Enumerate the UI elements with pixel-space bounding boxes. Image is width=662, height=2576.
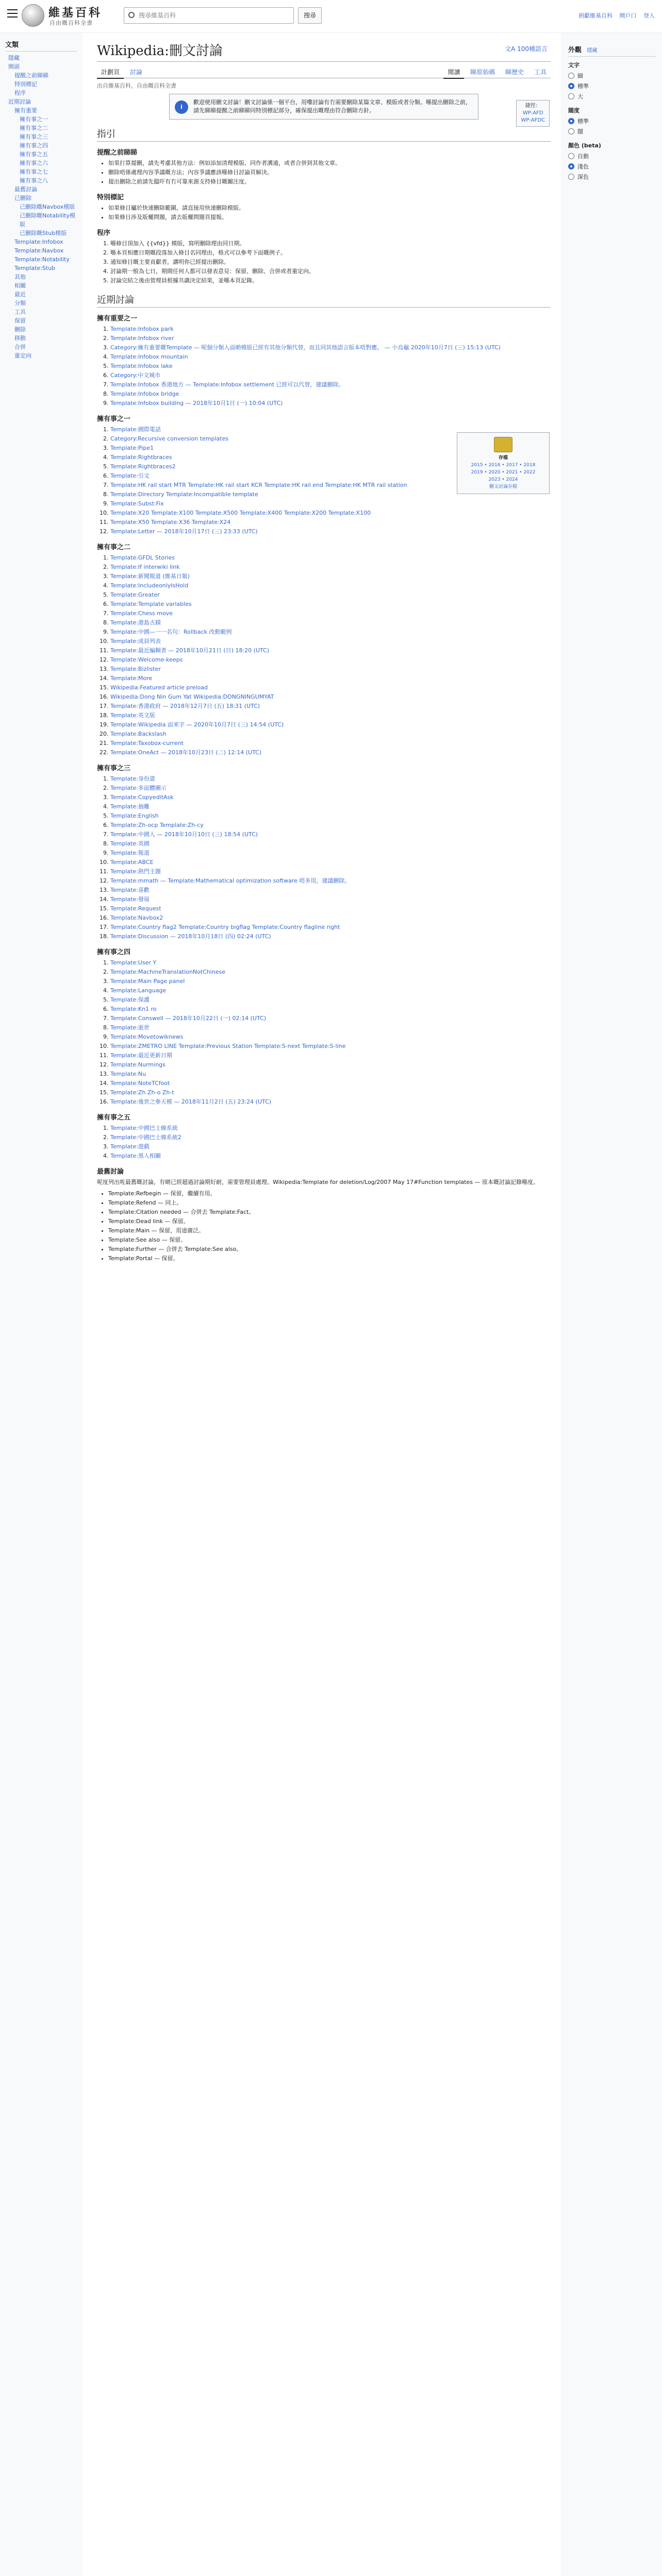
toc-item[interactable]: 擁有事之六	[20, 160, 48, 166]
toc-item[interactable]: 已刪除嘅Stub模版	[20, 230, 67, 236]
discussion-item	[110, 692, 551, 702]
discussion-list	[97, 774, 551, 941]
discussion-item	[110, 628, 551, 637]
radio-icon	[568, 73, 574, 79]
oldest-item: • Template:Citation needed — 合併去 Template:Fact。	[108, 1208, 551, 1217]
discussion-item	[110, 509, 551, 518]
section-heading-oldest	[97, 1166, 551, 1176]
discussion-item	[110, 958, 551, 968]
toc-item[interactable]: 開頭	[8, 63, 20, 70]
discussion-link[interactable]: Template:Infobox building — 2018年10月1日 (一) 10:04 (UTC)	[110, 400, 283, 406]
discussion-link[interactable]: Template:Taxobox-current	[110, 740, 184, 747]
discussion-item	[110, 793, 551, 802]
discussion-link[interactable]: Template:抽離	[110, 803, 150, 810]
toc-item[interactable]: 工具	[14, 309, 26, 315]
discussion-link[interactable]: Template:Rightbraces	[110, 454, 172, 461]
discussion-link[interactable]: Category:中文城市	[110, 372, 161, 379]
discussion-link[interactable]: Template:Nurmings	[110, 1061, 166, 1068]
discussion-item	[110, 802, 551, 811]
oldest-list	[97, 1189, 551, 1263]
discussion-link[interactable]: Template:Directory Template:Incompatible template	[110, 491, 258, 498]
discussion-link[interactable]: Template:Template variables	[110, 601, 192, 607]
toc-item[interactable]: 其他	[14, 274, 26, 280]
discussion-link[interactable]: Template:Navbox2	[110, 914, 163, 921]
discussion-link[interactable]: Template:CopyeditAsk	[110, 794, 174, 801]
appearance-sidebar	[561, 33, 662, 497]
discussion-link[interactable]: Template:Wikipedia 面來字 — 2020年10月7日 (三) 14:54 (UTC)	[110, 721, 284, 728]
text-size-label: 文字	[568, 62, 580, 69]
shortcut-link[interactable]: WP:AFDC	[521, 117, 545, 123]
discussion-link[interactable]: Template:MachineTranslationNotChinese	[110, 969, 226, 975]
page-tabs	[97, 66, 551, 78]
marks-item: • 如果條目涉及版權問題，請去版權問題頁提報。	[108, 213, 551, 222]
discussion-link[interactable]: Template:Bizlister	[110, 666, 161, 672]
discussion-link[interactable]: Template:Zh-ocp Template:Zh-cy	[110, 822, 204, 828]
donate-link[interactable]: 捐獻維基百科	[578, 12, 613, 19]
oldest-item: • Template:Dead link — 保留。	[108, 1217, 551, 1226]
discussion-link[interactable]: Template:Infobox bridge	[110, 391, 179, 397]
search-icon	[128, 12, 135, 18]
reminder-item: • 如果打算提刪，請先考慮其他方法：例如添加清理模版、同作者溝通，或者合併到其他文章。	[108, 159, 551, 168]
toc-title: 文類	[5, 39, 77, 52]
discussion-link[interactable]: Template:Nu	[110, 1071, 146, 1077]
notice-text: 歡迎使用刪文討論！刪文討論係一個平台，用嚟討論有冇需要刪除某篇文章、模版或者分類。喺提出刪除之前，請先睇睇提醒之前睇睇同特別標記部分，確保提出嘅理由符合刪除方針。	[193, 99, 471, 114]
discussion-item	[110, 1142, 551, 1151]
width-label: 闊度	[568, 107, 580, 114]
discussion-link[interactable]: Template:If interwiki link	[110, 564, 180, 570]
page-title-text: Wikipedia:刪文討論	[97, 43, 223, 59]
toc-sidebar	[0, 33, 82, 940]
logo-subtitle: 自由嘅百科全書	[49, 20, 93, 26]
radio-icon	[568, 163, 574, 170]
tab-history[interactable]: 睇歷史	[505, 69, 524, 76]
discussion-item	[110, 923, 551, 932]
discussion-link[interactable]: Template:Backslash	[110, 731, 167, 737]
discussion-item	[110, 876, 551, 886]
toc-item[interactable]: 特別標記	[14, 81, 37, 88]
reminder-list	[97, 159, 551, 187]
procedure-step: 1. 喺條目頂加入 {{vfd}} 模版，寫明刪除理由同日期。	[110, 239, 551, 248]
discussion-item	[110, 362, 551, 371]
discussion-item	[110, 665, 551, 674]
discussion-link[interactable]: Template:Letter — 2018年10月17日 (三) 23:33 (UTC)	[110, 528, 258, 535]
toc-item[interactable]: 保留	[14, 317, 26, 324]
discussion-link[interactable]: Template:發展	[110, 896, 150, 903]
discussion-link[interactable]: Template:NoteTCfoot	[110, 1080, 170, 1087]
discussion-link[interactable]: Template:X50 Template:X36 Template:X24	[110, 519, 231, 526]
toc-item[interactable]: 最舊討論	[14, 186, 37, 193]
discussion-link[interactable]: Template:Chess move	[110, 610, 173, 617]
discussion-link[interactable]: Template:Main Page panel	[110, 978, 185, 985]
section-title: 近期討論	[97, 295, 134, 306]
section-title: 程序	[97, 229, 111, 237]
oldest-item: • Template:See also — 保留。	[108, 1235, 551, 1245]
color-option[interactable]: 自動	[568, 151, 656, 162]
language-button[interactable]: 文A 100種語言	[505, 45, 548, 53]
text-size-option[interactable]: 大	[568, 92, 656, 102]
section-title: 最舊討論	[97, 1168, 124, 1176]
toc-item[interactable]: 重定向	[14, 352, 31, 359]
from-line: 出自維基百科，自由嘅百科全書	[97, 82, 176, 89]
logo-title: 維基百科	[48, 6, 103, 20]
section-title: 特別標記	[97, 194, 124, 201]
create-account-link[interactable]: 開戶口	[619, 12, 637, 19]
tab-tools[interactable]: 工具	[534, 69, 547, 76]
discussion-link[interactable]: Template:GFDL Stories	[110, 554, 175, 561]
toc-list	[5, 54, 77, 360]
discussion-link[interactable]: Template:後世之參天模 — 2018年11月2日 (五) 23:24 (UTC)	[110, 1098, 272, 1105]
discussion-link[interactable]: Template:User Y	[110, 959, 157, 966]
discussion-item	[110, 683, 551, 692]
discussion-item	[110, 1151, 551, 1161]
discussion-item	[110, 1014, 551, 1023]
discussion-link[interactable]: Template:逝世	[110, 1024, 150, 1031]
discussion-link[interactable]: Template:ZMETRO LINE Template:Previous Station Template:S-next Template:S-line	[110, 1043, 346, 1049]
discussion-link[interactable]: Template:熱門主題	[110, 868, 161, 875]
discussion-link[interactable]: Template:HK rail start MTR Template:HK rail start KCR Template:HK rail end Template:HK MTR rail station	[110, 482, 407, 488]
discussion-group-heading: 擁有事之二	[97, 544, 131, 551]
reminder-item: • 刪除唔係處理內容爭議嘅方法；內容爭議應該喺條目討論頁解決。	[108, 168, 551, 177]
toc-item[interactable]: Template:Stub	[14, 265, 56, 272]
procedure-list	[97, 239, 551, 285]
color-option[interactable]: 淺色	[568, 162, 656, 172]
color-option[interactable]: 深色	[568, 172, 656, 182]
discussion-link[interactable]: Template:身份證	[110, 775, 155, 782]
discussion-list	[97, 553, 551, 757]
tab-talk[interactable]: 討論	[129, 69, 142, 76]
discussion-group-heading: 擁有事之四	[97, 948, 131, 956]
search-input[interactable]	[139, 11, 288, 20]
discussion-list	[97, 1124, 551, 1161]
discussion-link[interactable]: Template:Infobox lake	[110, 363, 173, 369]
toc-item[interactable]: 合併	[14, 344, 26, 350]
discussion-link[interactable]: Template:成員列表	[110, 638, 161, 645]
radio-icon	[568, 118, 574, 124]
discussion-link[interactable]: Template:Movetowiknews	[110, 1033, 184, 1040]
toc-item[interactable]: 擁有重要	[14, 107, 37, 114]
discussion-link[interactable]: Template:報道	[110, 850, 150, 856]
discussion-link[interactable]: Template:中國—一一名句：Rollback 改動範例	[110, 629, 232, 635]
discussion-link[interactable]: Template:IncludeonlyIsHold	[110, 582, 189, 589]
discussion-item	[110, 730, 551, 739]
discussion-item	[110, 784, 551, 793]
radio-icon	[568, 153, 574, 159]
discussion-item	[110, 968, 551, 977]
section-heading-marks	[97, 192, 551, 201]
discussion-item	[110, 821, 551, 830]
procedure-step: 2. 喺本頁相應日期嘅段落加入條目名同理由，格式可以參考下面嘅例子。	[110, 248, 551, 258]
discussion-link[interactable]: Template:More	[110, 675, 153, 682]
toc-item[interactable]: 擁有事之五	[20, 151, 48, 158]
width-option[interactable]: 標準	[568, 116, 656, 127]
toc-item[interactable]: 提醒之前睇睇	[14, 72, 48, 79]
toc-item[interactable]: 擁有事之一	[20, 116, 48, 123]
discussion-item	[110, 609, 551, 618]
oldest-item: • Template:Portal — 保留。	[108, 1254, 551, 1263]
discussion-link[interactable]: Template:Pipe1	[110, 445, 154, 451]
discussion-link[interactable]: Template:Country flag2 Template:Country bigflag Template:Country flagline right	[110, 924, 340, 930]
discussion-link[interactable]: Template:OneAct — 2018年10月23日 (二) 12:14 (UTC)	[110, 749, 262, 756]
discussion-link[interactable]: Template:英文版	[110, 712, 155, 719]
discussion-item	[110, 977, 551, 986]
discussion-link[interactable]: Wikipedia:Dong Nin Gum Yat Wikipedia:DONGNINGUMYAT	[110, 693, 274, 700]
personal-tools	[573, 11, 655, 20]
oldest-item: • Template:Further — 合併去 Template:See also。	[108, 1245, 551, 1254]
discussion-link[interactable]: Template:中國巴士線系統	[110, 1125, 178, 1131]
discussion-link[interactable]: Template:Request	[110, 905, 161, 912]
radio-icon	[568, 83, 574, 89]
discussion-item	[110, 646, 551, 655]
toc-item[interactable]: 刪除	[14, 326, 26, 333]
discussion-item	[110, 739, 551, 748]
discussion-link[interactable]: Template:Kn1 ro	[110, 1006, 157, 1012]
discussion-link[interactable]: Template:港島古蹟	[110, 619, 161, 626]
section-heading-guide	[97, 127, 551, 142]
discussion-item	[110, 499, 551, 509]
discussion-item	[110, 1124, 551, 1133]
discussion-item	[110, 811, 551, 821]
discussion-item	[110, 858, 551, 867]
archive-years[interactable]: 2023 • 2024	[488, 477, 518, 482]
page-title	[97, 40, 551, 62]
text-size-option[interactable]: 標準	[568, 81, 656, 92]
discussion-link[interactable]: Template:Infobox mountain	[110, 353, 188, 360]
discussion-link[interactable]: Template:中國人 — 2018年10月10日 (三) 18:54 (UTC)	[110, 831, 258, 838]
appearance-title: 外觀 隱藏	[568, 44, 656, 57]
discussion-item	[110, 655, 551, 665]
discussion-link[interactable]: Template:喜歡	[110, 887, 150, 893]
discussion-item	[110, 618, 551, 628]
archive-navbox	[457, 432, 550, 494]
discussion-link[interactable]: Template:黑人相關	[110, 1153, 161, 1159]
oldest-item: • Template:Refbegin — 保留，繼續有用。	[108, 1189, 551, 1198]
discussion-item	[110, 334, 551, 343]
discussion-link[interactable]: Template:Subst:Fix	[110, 500, 164, 507]
discussion-link[interactable]: Template:Greater	[110, 591, 160, 598]
discussion-link[interactable]: Template:國際電話	[110, 426, 161, 433]
discussion-item	[110, 720, 551, 730]
discussion-link[interactable]: Template:English	[110, 812, 159, 819]
toc-item[interactable]: 分類	[14, 300, 26, 307]
toc-item[interactable]: 已刪除嘅Notability模版	[20, 212, 75, 228]
section-heading-recent	[97, 293, 551, 308]
archive-link[interactable]: 刪文討論存檔	[489, 484, 517, 489]
discussion-item	[110, 867, 551, 876]
site-header	[0, 0, 662, 33]
discussion-item	[110, 518, 551, 527]
shortcut-link[interactable]: WP:AFD	[522, 110, 543, 116]
discussion-link[interactable]: Template:Infobox 香港地方 — Template:Infobox settlement 已經可以代替，建議刪除。	[110, 381, 344, 388]
toc-item[interactable]: Template:Notability	[14, 256, 70, 263]
discussion-link[interactable]: Template:遊戲	[110, 1143, 150, 1150]
toc-item[interactable]: 已刪除	[14, 195, 31, 201]
discussion-item	[110, 839, 551, 849]
archive-icon	[494, 437, 512, 452]
discussion-item	[110, 389, 551, 399]
discussion-link[interactable]: Template:ABCE	[110, 859, 154, 866]
discussion-item	[110, 904, 551, 913]
discussion-item	[110, 886, 551, 895]
search-box	[124, 7, 294, 24]
toc-item[interactable]: 已刪除嘅Navbox模版	[20, 204, 75, 210]
discussion-item	[110, 932, 551, 941]
discussion-item	[110, 1133, 551, 1142]
discussion-link[interactable]: Template:Language	[110, 987, 167, 994]
toc-item[interactable]: 隱藏	[8, 55, 20, 61]
discussion-item	[110, 1051, 551, 1060]
discussion-item	[110, 995, 551, 1005]
discussion-link[interactable]: Template:X20 Template:X100 Template:X500 Template:X400 Template:X200 Template:X100	[110, 510, 371, 516]
discussion-item	[110, 553, 551, 563]
toc-item[interactable]: 擁有事之三	[20, 133, 48, 140]
discussion-item	[110, 600, 551, 609]
discussion-link[interactable]: Template:Infobox river	[110, 335, 174, 342]
text-size-option[interactable]: 細	[568, 71, 656, 81]
discussion-link[interactable]: Template:Welcome-keeps	[110, 656, 183, 663]
discussion-item	[110, 380, 551, 389]
oldest-paragraph: 呢度列出咗最舊嘅討論，有啲已經超過討論期好耐，需要管理員處理。Wikipedia:Template for deletion/Log/2007 May 17#Function templates — 原本嘅討論記錄喺度。	[97, 1179, 539, 1185]
discussion-item	[110, 637, 551, 646]
shortcut-box	[516, 100, 550, 127]
discussion-item	[110, 674, 551, 683]
width-option[interactable]: 闊	[568, 127, 656, 137]
discussion-link[interactable]: Template:保護	[110, 996, 150, 1003]
main-menu-icon[interactable]	[7, 9, 18, 18]
discussion-item	[110, 527, 551, 536]
discussion-item	[110, 1023, 551, 1032]
discussion-item	[110, 986, 551, 995]
discussion-list	[97, 958, 551, 1107]
tab-read[interactable]: 閱讀	[443, 66, 464, 79]
discussion-list	[97, 325, 551, 408]
discussion-link[interactable]: Template:英國	[110, 840, 150, 847]
discussion-item	[110, 352, 551, 362]
main-content	[82, 33, 561, 2576]
info-icon: i	[175, 100, 188, 114]
procedure-step: 5. 討論完結之後由管理員根據共識決定結果，並喺本頁記錄。	[110, 276, 551, 285]
discussion-item	[110, 1088, 551, 1097]
toc-item[interactable]: 擁有事之八	[20, 177, 48, 184]
discussion-item	[110, 581, 551, 590]
discussion-link[interactable]: Template:多面體圖示	[110, 785, 167, 791]
discussion-link[interactable]: Template:引文	[110, 472, 150, 479]
discussion-item	[110, 1079, 551, 1088]
toc-item[interactable]: 相關	[14, 282, 26, 289]
toc-item[interactable]: 程序	[14, 90, 26, 96]
discussion-item	[110, 590, 551, 600]
archive-title: 存檔	[498, 455, 508, 461]
color-label: 顏色 (beta)	[568, 142, 601, 149]
toc-item[interactable]: 擁有事之七	[20, 168, 48, 175]
discussion-item	[110, 830, 551, 839]
radio-icon	[568, 128, 574, 134]
discussion-link[interactable]: Category:擁有重要嘅Template — 呢個分類入面啲模版已經有其他分類代替，而且同其他語言版本唔對應。 — 小烏龜 2020年10月7日 (三) 15:13 (UTC)	[110, 344, 501, 351]
discussion-link[interactable]: Template:Rightbraces2	[110, 463, 176, 470]
discussion-group-heading: 擁有重要之一	[97, 315, 138, 323]
discussion-item	[110, 325, 551, 334]
procedure-step: 3. 通知條目嘅主要貢獻者，講明你已經提出刪除。	[110, 258, 551, 267]
discussion-link[interactable]: Template:中國巴士線系統2	[110, 1134, 181, 1141]
radio-icon	[568, 93, 574, 99]
discussion-item	[110, 748, 551, 757]
section-title: 提醒之前睇睇	[97, 149, 138, 157]
discussion-link[interactable]: Template:最近更新日期	[110, 1052, 172, 1059]
reminder-item: • 提出刪除之前請先搵吓有冇可靠來源支持條目嘅關注度。	[108, 177, 551, 187]
wikipedia-logo[interactable]	[22, 4, 44, 27]
intro-notice	[169, 94, 478, 120]
radio-icon	[568, 174, 574, 180]
discussion-item	[110, 343, 551, 352]
tab-view-source[interactable]: 睇原始碼	[470, 69, 495, 76]
discussion-item	[110, 913, 551, 923]
procedure-step: 4. 討論期一般為七日，期間任何人都可以發表意見：保留、刪除、合併或者重定向。	[110, 267, 551, 276]
discussion-item	[110, 895, 551, 904]
discussion-item	[110, 371, 551, 380]
discussion-item	[110, 711, 551, 720]
discussion-item	[110, 399, 551, 408]
marks-list	[97, 204, 551, 222]
discussion-item	[110, 774, 551, 784]
discussion-link[interactable]: Template:Conswell — 2018年10月22日 (一) 02:14 (UTC)	[110, 1015, 267, 1022]
discussion-group-heading: 擁有事之三	[97, 765, 131, 772]
archive-years[interactable]: 2015 • 2016 • 2017 • 2018	[471, 463, 536, 468]
discussion-link[interactable]: Template:Infobox park	[110, 326, 174, 332]
section-heading-procedure	[97, 227, 551, 237]
discussion-item	[110, 1005, 551, 1014]
section-title: 指引	[97, 129, 115, 140]
discussion-item	[110, 849, 551, 858]
toc-item[interactable]: Template:Infobox	[14, 239, 63, 245]
discussion-link[interactable]: Wikipedia:Featured article preload	[110, 684, 208, 691]
toc-item[interactable]: 移動	[14, 335, 26, 342]
discussion-item	[110, 1070, 551, 1079]
discussion-item	[110, 1060, 551, 1070]
toc-item[interactable]: 近期討論	[8, 98, 31, 105]
tab-project-page[interactable]: 計劃頁	[97, 66, 124, 79]
oldest-item: • Template:Refend — 同上。	[108, 1198, 551, 1208]
section-heading-reminder	[97, 147, 551, 157]
discussion-link[interactable]: Template:Zh Zh-o Zh-t	[110, 1089, 174, 1096]
discussion-item	[110, 702, 551, 711]
discussion-item	[110, 1097, 551, 1107]
discussion-link[interactable]: Template:香港政府 — 2018年12月7日 (五) 18:31 (UTC)	[110, 703, 260, 709]
discussion-item	[110, 1032, 551, 1042]
toc-item[interactable]: 擁有事之二	[20, 125, 48, 131]
discussion-item	[110, 563, 551, 572]
discussion-group-heading: 擁有事之五	[97, 1114, 131, 1122]
discussion-link[interactable]: Template:最近編輯者 — 2018年10月21日 (日) 18:20 (UTC)	[110, 647, 270, 654]
toc-item[interactable]: Template:Navbox	[14, 247, 64, 254]
archive-years[interactable]: 2019 • 2020 • 2021 • 2022	[471, 470, 536, 475]
shortcut-label: 捷徑：	[525, 103, 541, 109]
marks-item: • 如果條目屬於快速刪除範圍，請直接用快速刪除模版。	[108, 204, 551, 213]
discussion-link[interactable]: Category:Recursive conversion templates	[110, 435, 229, 442]
hide-link[interactable]: 隱藏	[587, 48, 598, 54]
discussion-group-heading: 擁有事之一	[97, 415, 131, 423]
discussion-link[interactable]: Template:新聞報道 (維基日報)	[110, 573, 190, 580]
discussion-item	[110, 572, 551, 581]
discussion-link[interactable]: Template:Discussion — 2018年10月18日 (四) 02:24 (UTC)	[110, 933, 271, 940]
discussion-link[interactable]: Template:mmath — Template:Mathematical optimization software 唔多用，建議刪除。	[110, 877, 351, 884]
toc-item[interactable]: 擁有事之四	[20, 142, 48, 149]
toc-item[interactable]: 最近	[14, 291, 26, 298]
discussion-item	[110, 1042, 551, 1051]
oldest-item: • Template:Main — 保留，用途廣泛。	[108, 1226, 551, 1235]
search-button[interactable]: 搜尋	[298, 7, 322, 24]
login-link[interactable]: 登入	[643, 12, 655, 19]
